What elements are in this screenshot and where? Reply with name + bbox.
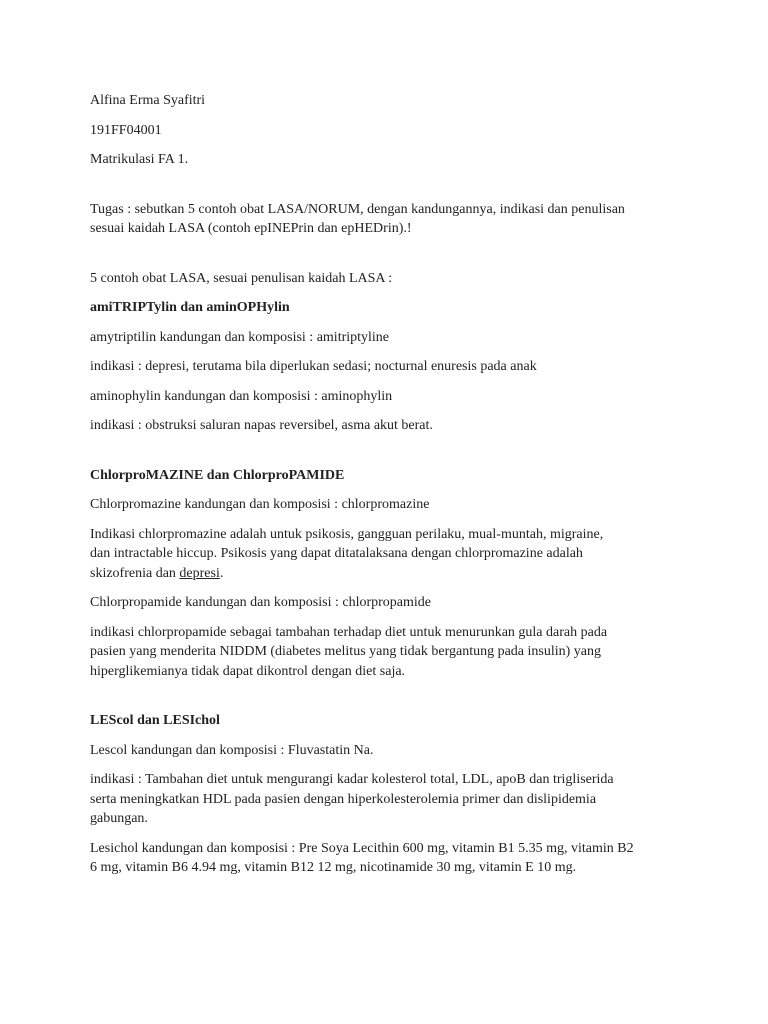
section3-composition-1: Lescol kandungan dan komposisi : Fluvastatin Na. <box>90 742 374 758</box>
section-heading-chlorpromazine: ChlorproMAZINE dan ChlorproPAMIDE <box>90 467 345 483</box>
section3-composition-2 <box>90 839 678 878</box>
section2-indication-2 <box>90 623 678 682</box>
class-name: Matrikulasi FA 1. <box>90 152 189 167</box>
section3-composition-2-line-2: 6 mg, vitamin B6 4.94 mg, vitamin B12 12 mg, nicotinamide 30 mg, vitamin E 10 mg. <box>90 860 577 875</box>
section1-line-3: aminophylin kandungan dan komposisi : aminophylin <box>90 388 393 404</box>
student-id: 191FF04001 <box>90 122 162 138</box>
section2-indication-1-line-3-end: . <box>219 565 224 581</box>
task-line-2: sesuai kaidah LASA (contoh epINEPrin dan epHEDrin).! <box>90 221 412 236</box>
section1-line-4: indikasi : obstruksi saluran napas reversibel, asma akut berat. <box>90 418 433 433</box>
section1-line-1: amytriptilin kandungan dan komposisi : amitriptyline <box>90 329 390 345</box>
section3-indication-1 <box>90 770 678 829</box>
depresi-link[interactable]: depresi <box>179 565 220 581</box>
section2-indication-2-line-1: indikasi chlorpropamide sebagai tambahan terhadap diet untuk menurunkan gula darah pada <box>90 624 608 640</box>
section3-indication-1-line-1: indikasi : Tambahan diet untuk mengurangi kadar kolesterol total, LDL, apoB dan trigliserida <box>90 772 614 787</box>
section3-indication-1-line-2: serta meningkatkan HDL pada pasien dengan hiperkolesterolemia primer dan dislipidemia <box>90 791 597 807</box>
author-name: Alfina Erma Syafitri <box>90 93 206 108</box>
section2-indication-1-line-2: dan intractable hiccup. Psikosis yang dapat ditatalaksana dengan chlorpromazine adalah <box>90 546 583 561</box>
section2-indication-1 <box>90 525 678 584</box>
section2-indication-1-line-3-text: skizofrenia dan <box>90 565 180 581</box>
section2-indication-1-line-3 <box>90 564 678 584</box>
section2-composition-1: Chlorpromazine kandungan dan komposisi : chlorpromazine <box>90 497 430 512</box>
section2-indication-1-line-1: Indikasi chlorpromazine adalah untuk psikosis, gangguan perilaku, mual-muntah, migraine, <box>90 526 604 542</box>
document-page <box>90 91 678 878</box>
intro-text: 5 contoh obat LASA, sesuai penulisan kaidah LASA : <box>90 270 393 286</box>
section-heading-amitriptylin: amiTRIPTylin dan aminOPHylin <box>90 300 290 315</box>
task-paragraph <box>90 200 678 239</box>
section3-indication-1-line-3: gabungan. <box>90 811 148 826</box>
section3-composition-2-line-1: Lesichol kandungan dan komposisi : Pre Soya Lecithin 600 mg, vitamin B1 5.35 mg, vitamin B2 <box>90 840 634 856</box>
section2-indication-2-line-2: pasien yang menderita NIDDM (diabetes melitus yang tidak bergantung pada insulin) yang <box>90 644 601 659</box>
section-heading-lescol: LEScol dan LESIchol <box>90 713 220 728</box>
section1-line-2: indikasi : depresi, terutama bila diperlukan sedasi; nocturnal enuresis pada anak <box>90 359 537 374</box>
section2-composition-2: Chlorpropamide kandungan dan komposisi : chlorpropamide <box>90 595 431 610</box>
task-line-1: Tugas : sebutkan 5 contoh obat LASA/NORUM, dengan kandungannya, indikasi dan penulisan <box>90 201 625 217</box>
section2-indication-2-line-3: hiperglikemianya tidak dapat dikontrol dengan diet saja. <box>90 663 406 679</box>
